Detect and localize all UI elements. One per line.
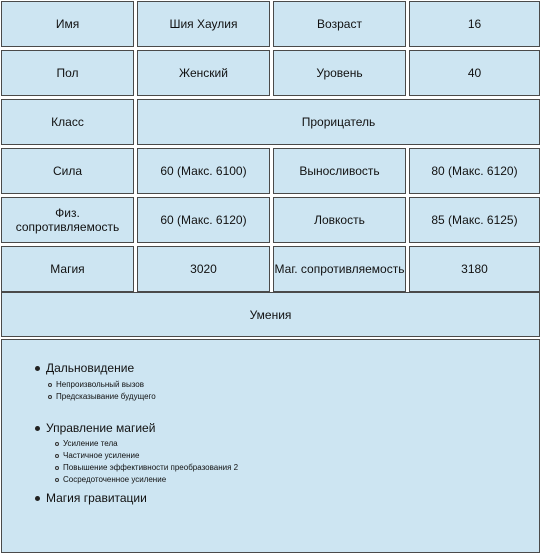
subskill-name: Непроизвольный вызов (56, 380, 144, 389)
bullet-icon (35, 366, 40, 371)
value-class: Прорицатель (137, 99, 540, 145)
skill-name: Магия гравитации (46, 491, 147, 505)
bullet-icon (35, 426, 40, 431)
circle-bullet-icon (55, 466, 59, 470)
bullet-icon (35, 496, 40, 501)
circle-bullet-icon (48, 395, 52, 399)
circle-bullet-icon (55, 478, 59, 482)
subskill-name: Сосредоточенное усиление (63, 475, 167, 484)
skill-name: Управление магией (46, 421, 156, 435)
value-level: 40 (409, 50, 540, 96)
value-strength: 60 (Макс. 6100) (137, 148, 270, 194)
subskill-name: Усиление тела (63, 439, 118, 448)
value-phys-resist: 60 (Макс. 6120) (137, 197, 270, 243)
label-agility: Ловкость (273, 197, 406, 243)
label-level: Уровень (273, 50, 406, 96)
list-item (55, 438, 238, 450)
value-agility: 85 (Макс. 6125) (409, 197, 540, 243)
label-class: Класс (1, 99, 134, 145)
skills-panel (1, 339, 540, 553)
label-phys-resist: Физ. сопротивляемость (1, 197, 134, 243)
skill-group-farsight (35, 361, 156, 403)
circle-bullet-icon (55, 442, 59, 446)
list-item (35, 491, 147, 505)
value-stamina: 80 (Макс. 6120) (409, 148, 540, 194)
value-gender: Женский (137, 50, 270, 96)
list-item (35, 421, 238, 435)
value-magic: 3020 (137, 246, 270, 292)
label-age: Возраст (273, 1, 406, 47)
skills-header: Умения (1, 292, 540, 337)
circle-bullet-icon (55, 454, 59, 458)
label-stamina: Выносливость (273, 148, 406, 194)
list-item (48, 391, 156, 403)
subskill-name: Частичное усиление (63, 451, 140, 460)
skill-name: Дальновидение (46, 361, 135, 375)
list-item (55, 450, 238, 462)
skill-group-gravity (35, 491, 147, 505)
value-mag-resist: 3180 (409, 246, 540, 292)
subskill-name: Предсказывание будущего (56, 392, 156, 401)
list-item (35, 361, 156, 375)
label-strength: Сила (1, 148, 134, 194)
subskill-name: Повышение эффективности преобразования 2 (63, 463, 239, 472)
list-item (55, 462, 238, 474)
list-item (48, 379, 156, 391)
list-item (55, 474, 238, 486)
label-gender: Пол (1, 50, 134, 96)
skill-group-magic-control (35, 421, 238, 486)
circle-bullet-icon (48, 383, 52, 387)
label-mag-resist: Маг. сопротивляемость (273, 246, 406, 292)
label-name: Имя (1, 1, 134, 47)
label-magic: Магия (1, 246, 134, 292)
value-age: 16 (409, 1, 540, 47)
value-name: Шия Хаулия (137, 1, 270, 47)
